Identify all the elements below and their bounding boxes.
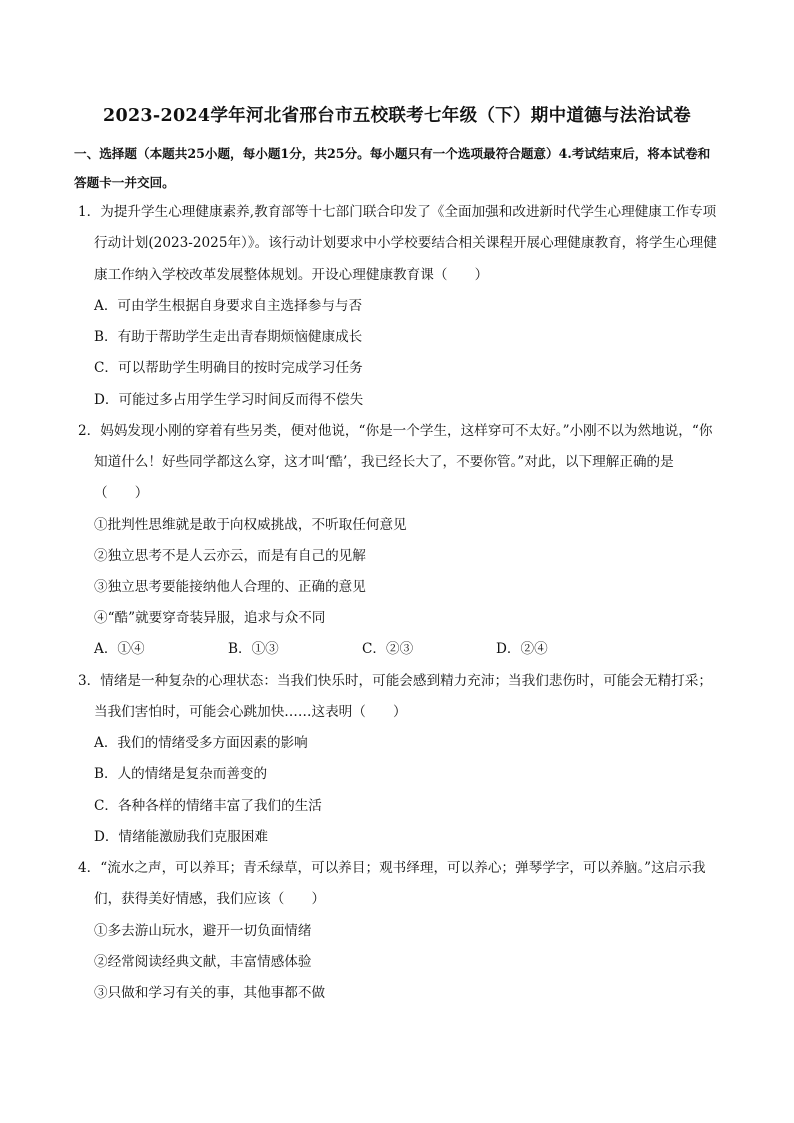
- option-c: C．各种各样的情绪丰富了我们的生活: [94, 797, 322, 814]
- question-stem: 2．妈妈发现小刚的穿着有些另类，便对他说，“你是一个学生，这样穿可不太好。”小刚不以为然地说，“你知道什么！好些同学都这么穿，这才叫‘酷’，我已经长大了，不要你管。”对此，以下理解正确的是（ ）: [78, 422, 713, 502]
- option-a: A．可由学生根据自身要求自主选择参与与否: [94, 297, 363, 314]
- section-heading: 一、选择题（本题共25小题，每小题1分，共25分。每小题只有一个选项最符合题意）4.考试结束后，将本试卷和答题卡一并交回。: [74, 146, 711, 190]
- option-b: B．①③: [228, 641, 279, 658]
- option-c: C．②③: [362, 641, 414, 658]
- statement-3: ③独立思考要能接纳他人合理的、正确的意见: [94, 579, 366, 595]
- statement-1: ①批判性思维就是敢于向权威挑战，不听取任何意见: [94, 516, 407, 533]
- option-d: D．情绪能激励我们克服困难: [94, 828, 269, 845]
- statement-3: ③只做和学习有关的事，其他事都不做: [94, 985, 326, 1002]
- statement-2: ②经常阅读经典文献，丰富情感体验: [94, 953, 312, 970]
- option-d: D．可能过多占用学生学习时间反而得不偿失: [94, 391, 364, 408]
- option-c: C．可以帮助学生明确目的按时完成学习任务: [94, 360, 363, 377]
- statement-4: ④“酷”就要穿奇装异服，追求与众不同: [94, 610, 326, 627]
- option-d: D．②④: [496, 641, 548, 658]
- question-4: [78, 853, 720, 1009]
- question-stem: 3．情绪是一种复杂的心理状态：当我们快乐时，可能会感到精力充沛；当我们悲伤时，可能会无精打采；当我们害怕时，可能会心跳加快……这表明（ ）: [78, 672, 712, 720]
- exam-title: 2023-2024学年河北省邢台市五校联考七年级（下）期中道德与法治试卷: [103, 106, 691, 126]
- options-row: [78, 634, 720, 665]
- question-1: [78, 197, 720, 416]
- question-stem: 4．“流水之声，可以养耳；青禾绿草，可以养目；观书绎理，可以养心；弹琴学字，可以养脑。”这启示我们，获得美好情感，我们应该（ ）: [78, 860, 706, 908]
- statement-2: ②独立思考不是人云亦云，而是有自己的见解: [94, 547, 366, 564]
- option-b: B．人的情绪是复杂而善变的: [94, 766, 268, 783]
- option-b: B．有助于帮助学生走出青春期烦恼健康成长: [94, 329, 363, 346]
- question-2: [78, 416, 720, 666]
- option-a: A．我们的情绪受多方面因素的影响: [94, 735, 308, 752]
- option-a: A．①④: [94, 641, 145, 658]
- question-3: [78, 666, 720, 853]
- question-stem: 1．为提升学生心理健康素养,教育部等十七部门联合印发了《全面加强和改进新时代学生心理健康工作专项行动计划(2023-2025年）》。该行动计划要求中小学校要结合相关课程开展心理健康教育，将学生心理健康工作纳入学校改革发展整体规划。开设心理健康教育课（ ）: [78, 204, 717, 283]
- statement-1: ①多去游山玩水，避开一切负面情绪: [94, 922, 312, 939]
